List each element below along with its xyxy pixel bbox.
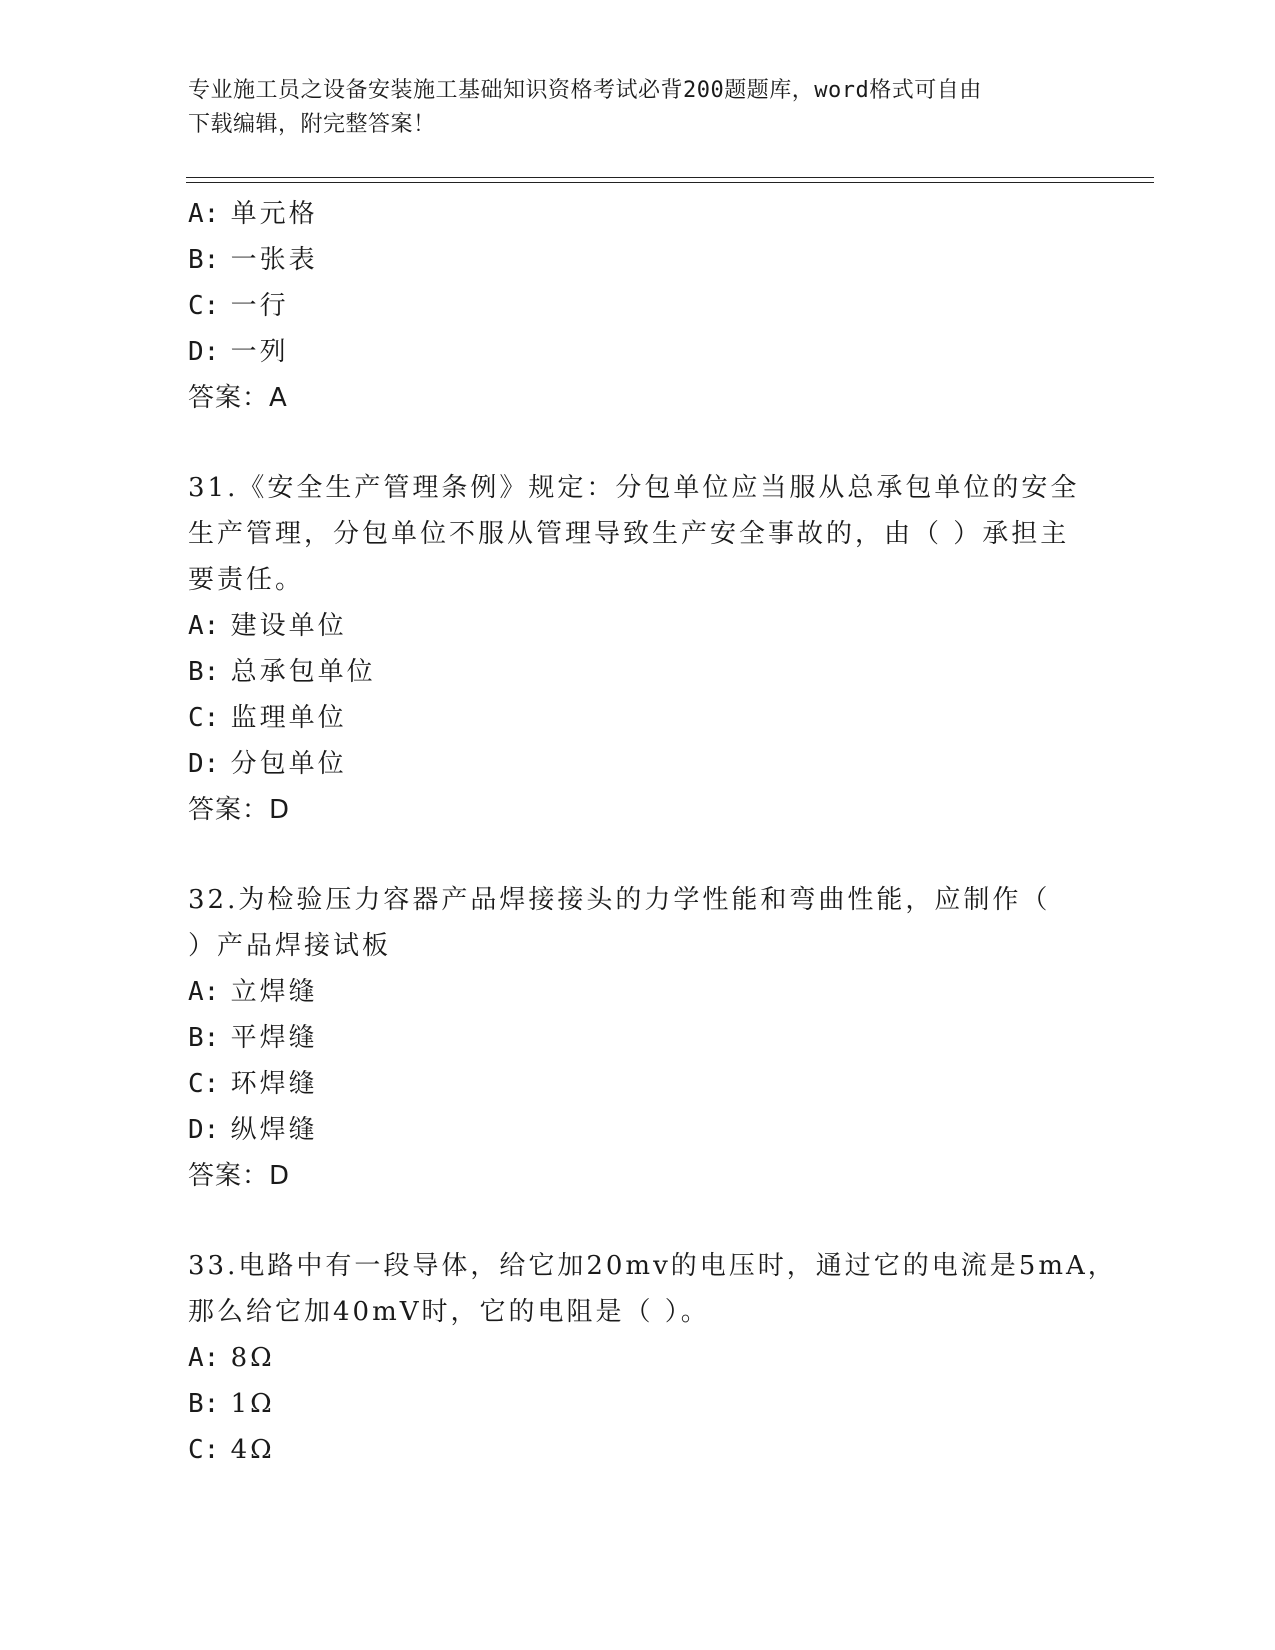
option-key: C: (188, 1069, 220, 1099)
option-a (188, 603, 1088, 649)
option-text: 1Ω (230, 1389, 275, 1419)
option-key: D: (188, 1115, 220, 1145)
question-block-31 (188, 465, 1088, 833)
option-text: 4Ω (230, 1435, 275, 1465)
header-rule-bottom (186, 182, 1154, 183)
option-text: 一行 (230, 291, 289, 321)
option-a (188, 969, 1088, 1015)
option-text: 建设单位 (230, 611, 347, 641)
question-line: 31.《安全生产管理条例》规定：分包单位应当服从总承包单位的安全 (188, 473, 1080, 503)
option-key: A: (188, 977, 220, 1007)
option-text: 分包单位 (230, 749, 347, 779)
option-key: A: (188, 1343, 220, 1373)
option-d (188, 1107, 1088, 1153)
answer-line: 答案：D (188, 1161, 291, 1191)
header-line-2: 下载编辑，附完整答案！ (188, 112, 436, 137)
option-c (188, 695, 1088, 741)
option-text: 总承包单位 (230, 657, 376, 687)
question-block-32 (188, 877, 1088, 1199)
option-key: C: (188, 1435, 220, 1465)
question-line: 33.电路中有一段导体，给它加20mv的电压时，通过它的电流是5mA， (188, 1251, 1117, 1281)
option-b (188, 1015, 1088, 1061)
option-key: D: (188, 749, 220, 779)
option-key: B: (188, 245, 220, 275)
option-text: 一张表 (230, 245, 318, 275)
header-line-1: 专业施工员之设备安装施工基础知识资格考试必背200题题库，word格式可自由 (188, 78, 982, 103)
option-b (188, 649, 1088, 695)
option-c (188, 283, 1088, 329)
spacer (188, 421, 1088, 465)
header-rule-top (186, 177, 1154, 178)
question-line: 生产管理，分包单位不服从管理导致生产安全事故的，由（ ）承担主 (188, 519, 1070, 549)
option-key: C: (188, 291, 220, 321)
option-text: 纵焊缝 (230, 1115, 318, 1145)
question-block-30 (188, 191, 1088, 421)
option-text: 单元格 (230, 199, 318, 229)
option-c (188, 1061, 1088, 1107)
option-text: 平焊缝 (230, 1023, 318, 1053)
option-text: 监理单位 (230, 703, 347, 733)
option-a (188, 191, 1088, 237)
option-text: 一列 (230, 337, 289, 367)
option-key: C: (188, 703, 220, 733)
option-key: D: (188, 337, 220, 367)
option-text: 立焊缝 (230, 977, 318, 1007)
option-key: A: (188, 611, 220, 641)
answer-line: 答案：A (188, 383, 288, 413)
option-key: A: (188, 199, 220, 229)
option-b (188, 237, 1088, 283)
spacer (188, 1199, 1088, 1243)
option-d (188, 741, 1088, 787)
option-d (188, 329, 1088, 375)
document-header (188, 74, 1088, 142)
answer-line: 答案：D (188, 795, 291, 825)
spacer (188, 833, 1088, 877)
option-text: 环焊缝 (230, 1069, 318, 1099)
question-line: 那么给它加40mV时，它的电阻是（ ）。 (188, 1297, 710, 1327)
option-a (188, 1335, 1088, 1381)
option-b (188, 1381, 1088, 1427)
option-key: B: (188, 657, 220, 687)
question-line: 要责任。 (188, 565, 305, 595)
option-text: 8Ω (230, 1343, 275, 1373)
question-content (188, 191, 1117, 1473)
question-line: 32.为检验压力容器产品焊接接头的力学性能和弯曲性能，应制作（ (188, 885, 1051, 915)
option-key: B: (188, 1023, 220, 1053)
question-line: ）产品焊接试板 (188, 931, 392, 961)
option-key: B: (188, 1389, 220, 1419)
option-c (188, 1427, 1088, 1473)
question-block-33 (188, 1243, 1117, 1473)
